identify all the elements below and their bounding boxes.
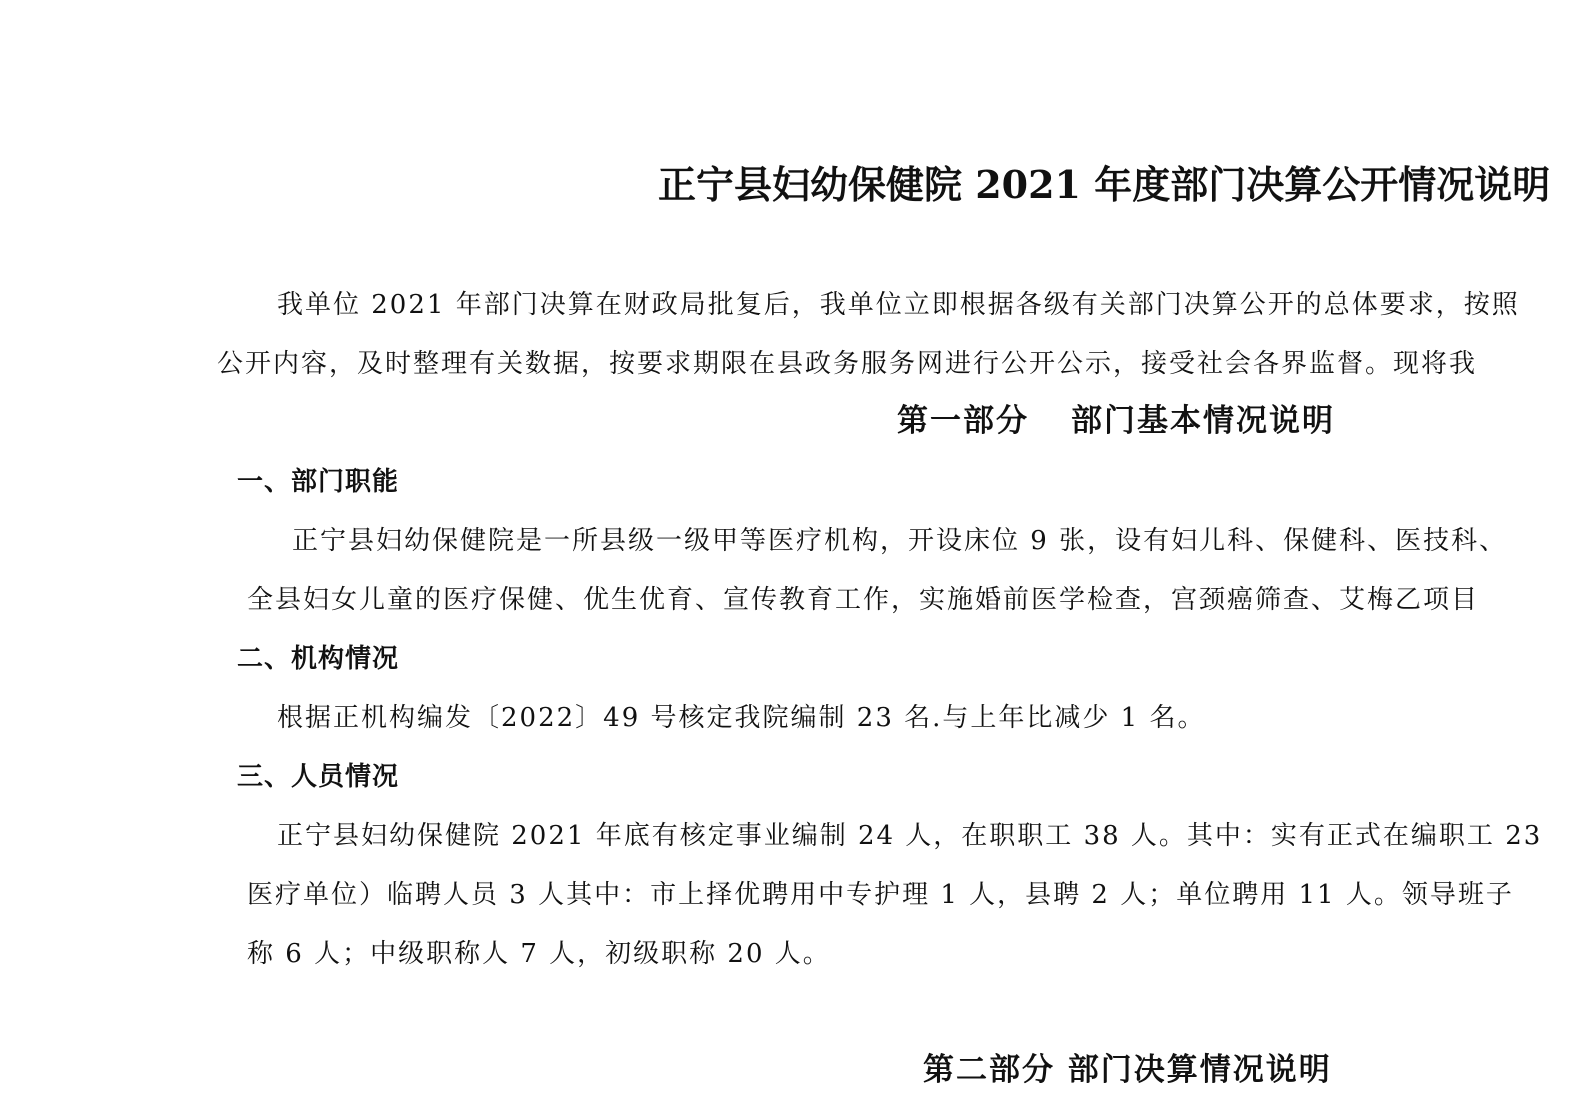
staff-line-3: 称 6 人；中级职称人 7 人，初级职称 20 人。 bbox=[247, 939, 831, 969]
staff-line-2: 医疗单位）临聘人员 3 人其中：市上择优聘用中专护理 1 人，县聘 2 人；单位聘用 11 人。领导班子 bbox=[247, 880, 1514, 910]
section-heading-staff: 三、人员情况 bbox=[237, 762, 400, 792]
part-two-heading: 第二部分 部门决算情况说明 bbox=[923, 1052, 1332, 1088]
part-one-heading bbox=[897, 403, 1335, 439]
document-title: 正宁县妇幼保健院 2021 年度部门决算公开情况说明 bbox=[658, 162, 1551, 207]
part-one-title: 部门基本情况说明 bbox=[1071, 403, 1335, 439]
section-heading-functions: 一、部门职能 bbox=[237, 467, 400, 497]
functions-line-2: 全县妇女儿童的医疗保健、优生优育、宣传教育工作，实施婚前医学检查，宫颈癌筛查、艾梅乙项目 bbox=[247, 585, 1480, 615]
staff-line-1: 正宁县妇幼保健院 2021 年底有核定事业编制 24 人，在职职工 38 人。其中：实有正式在编职工 23 bbox=[277, 821, 1543, 851]
functions-line-1: 正宁县妇幼保健院是一所县级一级甲等医疗机构，开设床位 9 张，设有妇儿科、保健科、医技科、 bbox=[292, 526, 1508, 556]
intro-line-2: 公开内容，及时整理有关数据，按要求期限在县政务服务网进行公开公示，接受社会各界监督。现将我 bbox=[217, 349, 1478, 379]
intro-line-1: 我单位 2021 年部门决算在财政局批复后，我单位立即根据各级有关部门决算公开的总体要求，按照 bbox=[277, 290, 1520, 320]
organization-line-1: 根据正机构编发〔2022〕49 号核定我院编制 23 名.与上年比减少 1 名。 bbox=[277, 703, 1206, 733]
part-one-label: 第一部分 bbox=[897, 403, 1029, 439]
section-heading-organization: 二、机构情况 bbox=[237, 644, 400, 674]
